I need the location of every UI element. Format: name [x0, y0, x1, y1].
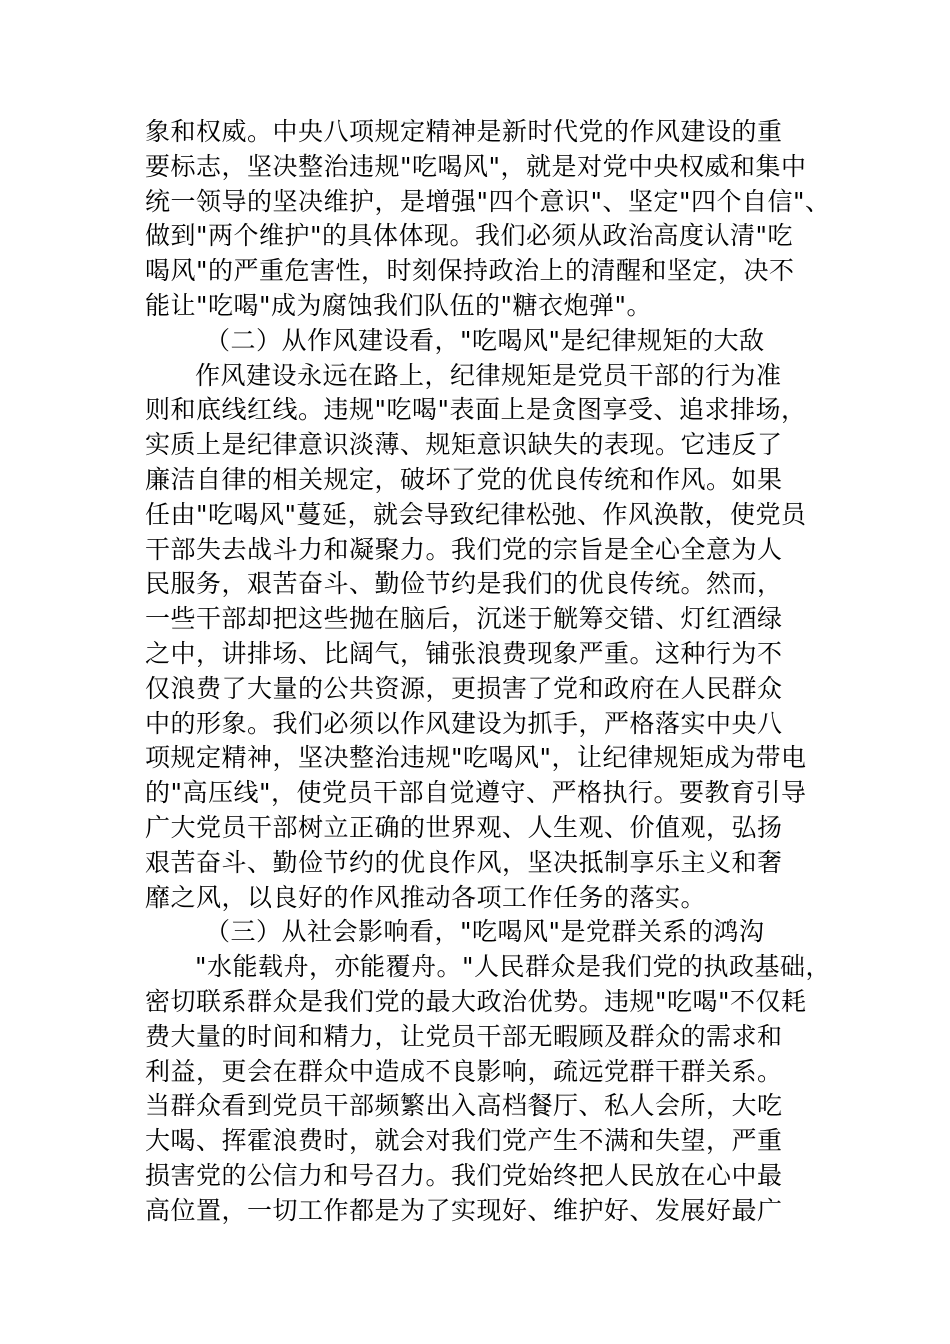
text-line: 任由"吃喝风"蔓延，就会导致纪律松弛、作风涣散，使党员	[145, 499, 807, 529]
text-line: 干部失去战斗力和凝聚力。我们党的宗旨是全心全意为人	[145, 534, 783, 564]
text-line: 象和权威。中央八项规定精神是新时代党的作风建设的重	[145, 117, 783, 146]
text-line: 中的形象。我们必须以作风建设为抓手，严格落实中央八	[145, 708, 783, 738]
text-line: 的"高压线"，使党员干部自觉遵守、严格执行。要教育引导	[145, 778, 807, 808]
text-line: 利益，更会在群众中造成不良影响，疏远党群干群关系。	[145, 1056, 783, 1086]
text-line: 高位置，一切工作都是为了实现好、维护好、发展好最广	[145, 1195, 783, 1225]
text-line: 作风建设永远在路上，纪律规矩是党员干部的行为准	[195, 360, 782, 390]
text-line: 民服务，艰苦奋斗、勤俭节约是我们的优良传统。然而，	[145, 569, 783, 599]
text-line: 则和底线红线。违规"吃喝"表面上是贪图享受、追求排场，	[145, 395, 807, 425]
text-line: 仅浪费了大量的公共资源，更损害了党和政府在人民群众	[145, 673, 783, 703]
text-line: 费大量的时间和精力，让党员干部无暇顾及群众的需求和	[145, 1021, 783, 1051]
text-line: 一些干部却把这些抛在脑后，沉迷于觥筹交错、灯红酒绿	[145, 604, 783, 634]
section-heading-3: （三）从社会影响看，"吃喝风"是党群关系的鸿沟	[205, 917, 765, 947]
text-line: 廉洁自律的相关规定，破坏了党的优良传统和作风。如果	[145, 464, 783, 494]
text-line: 统一领导的坚决维护，是增强"四个意识"、坚定"四个自信"、	[145, 186, 831, 216]
text-line: 广大党员干部树立正确的世界观、人生观、价值观，弘扬	[145, 812, 783, 842]
text-line: 实质上是纪律意识淡薄、规矩意识缺失的表现。它违反了	[145, 430, 783, 460]
text-line: 艰苦奋斗、勤俭节约的优良作风，坚决抵制享乐主义和奢	[145, 847, 783, 877]
text-line: 要标志，坚决整治违规"吃喝风"，就是对党中央权威和集中	[145, 151, 807, 181]
section-heading-2: （二）从作风建设看，"吃喝风"是纪律规矩的大敌	[205, 325, 765, 355]
text-line: 能让"吃喝"成为腐蚀我们队伍的"糖衣炮弹"。	[145, 290, 652, 320]
document-body	[145, 115, 835, 1229]
text-line: 损害党的公信力和号召力。我们党始终把人民放在心中最	[145, 1160, 783, 1190]
text-line: "水能载舟，亦能覆舟。"人民群众是我们党的执政基础，	[195, 952, 832, 982]
text-line: 做到"两个维护"的具体体现。我们必须从政治高度认清"吃	[145, 221, 793, 251]
text-line: 当群众看到党员干部频繁出入高档餐厅、私人会所，大吃	[145, 1091, 783, 1121]
text-line: 靡之风，以良好的作风推动各项工作任务的落实。	[145, 882, 707, 912]
text-line: 项规定精神，坚决整治违规"吃喝风"，让纪律规矩成为带电	[145, 743, 807, 773]
text-line: 之中，讲排场、比阔气，铺张浪费现象严重。这种行为不	[145, 638, 783, 668]
text-line: 大喝、挥霍浪费时，就会对我们党产生不满和失望，严重	[145, 1126, 783, 1156]
text-line: 喝风"的严重危害性，时刻保持政治上的清醒和坚定，决不	[145, 256, 795, 286]
text-line: 密切联系群众是我们党的最大政治优势。违规"吃喝"不仅耗	[145, 986, 807, 1016]
